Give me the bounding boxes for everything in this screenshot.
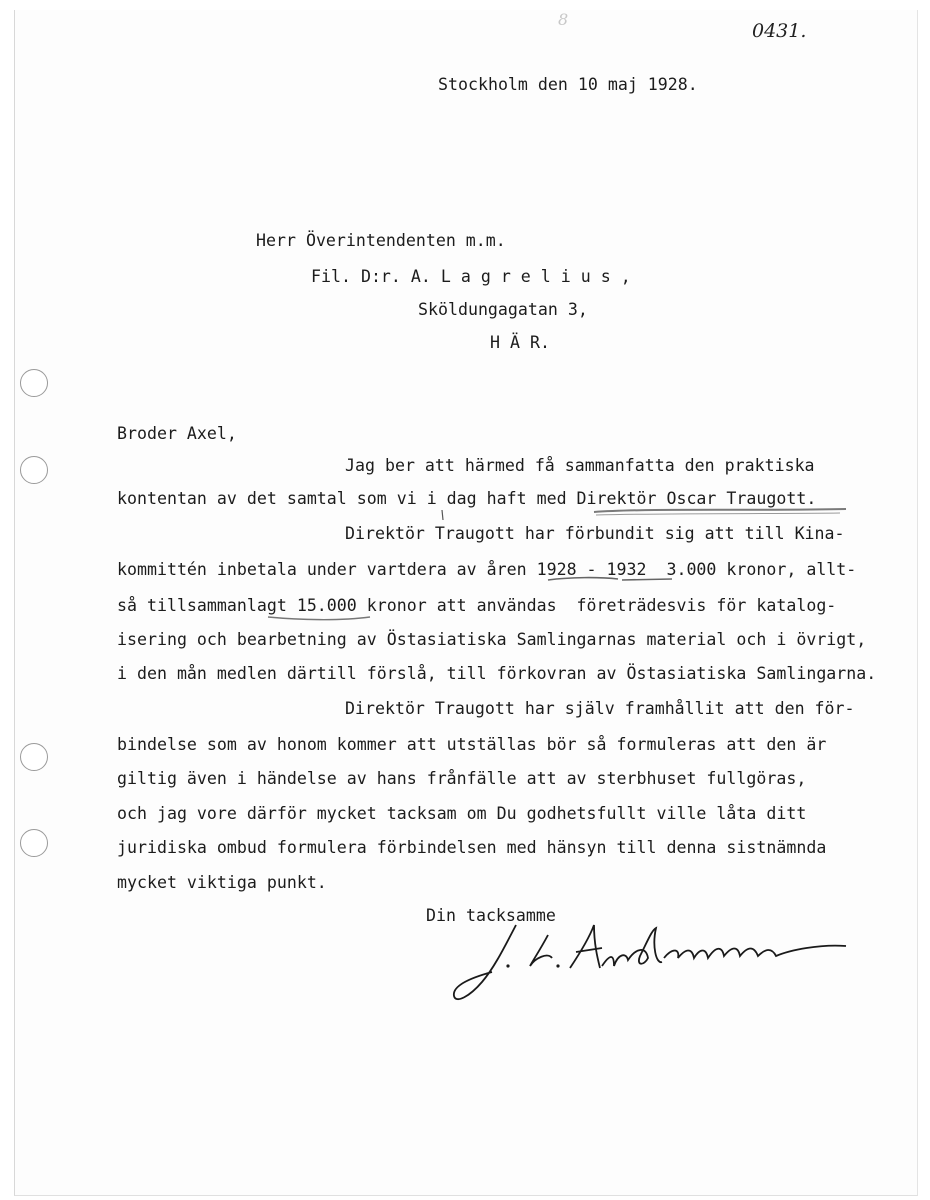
- body-line: kontentan av det samtal som vi i dag haft med Direktör Oscar Traugott.: [117, 489, 817, 508]
- body-line: juridiska ombud formulera förbindelsen med hänsyn till denna sistnämnda: [117, 838, 827, 857]
- address-line-1: Herr Överintendenten m.m.: [256, 231, 506, 250]
- body-line: kommittén inbetala under vartdera av åren 1928 - 1932 3.000 kronor, allt-: [117, 560, 857, 579]
- body-line: så tillsammanlagt 15.000 kronor att användas företrädesvis för katalog-: [117, 596, 837, 615]
- body-line: isering och bearbetning av Östasiatiska Samlingarnas material och i övrigt,: [117, 630, 867, 649]
- body-line: Direktör Traugott har själv framhållit att den för-: [345, 699, 855, 718]
- body-line: bindelse som av honom kommer att utställas bör så formuleras att den är: [117, 735, 827, 754]
- address-line-3: Sköldungagatan 3,: [418, 300, 588, 319]
- punch-hole: [20, 456, 48, 484]
- faint-mark: 8: [558, 10, 569, 29]
- body-line: Direktör Traugott har förbundit sig att till Kina-: [345, 524, 845, 543]
- address-line-2: Fil. D:r. A. L a g r e l i u s ,: [311, 267, 631, 286]
- punch-hole: [20, 369, 48, 397]
- closing: Din tacksamme: [426, 906, 556, 925]
- body-line: och jag vore därför mycket tacksam om Du godhetsfullt ville låta ditt: [117, 804, 807, 823]
- body-line: mycket viktiga punkt.: [117, 873, 327, 892]
- punch-hole: [20, 829, 48, 857]
- salutation: Broder Axel,: [117, 424, 237, 443]
- address-line-4: H Ä R.: [490, 333, 550, 352]
- body-line: i den mån medlen därtill förslå, till förkovran av Östasiatiska Samlingarna.: [117, 664, 877, 683]
- date-line: Stockholm den 10 maj 1928.: [438, 75, 698, 94]
- archive-number: 0431.: [752, 20, 807, 42]
- body-line: giltig även i händelse av hans frånfälle att av sterbhuset fullgöras,: [117, 769, 807, 788]
- body-line: Jag ber att härmed få sammanfatta den praktiska: [345, 456, 815, 475]
- punch-hole: [20, 743, 48, 771]
